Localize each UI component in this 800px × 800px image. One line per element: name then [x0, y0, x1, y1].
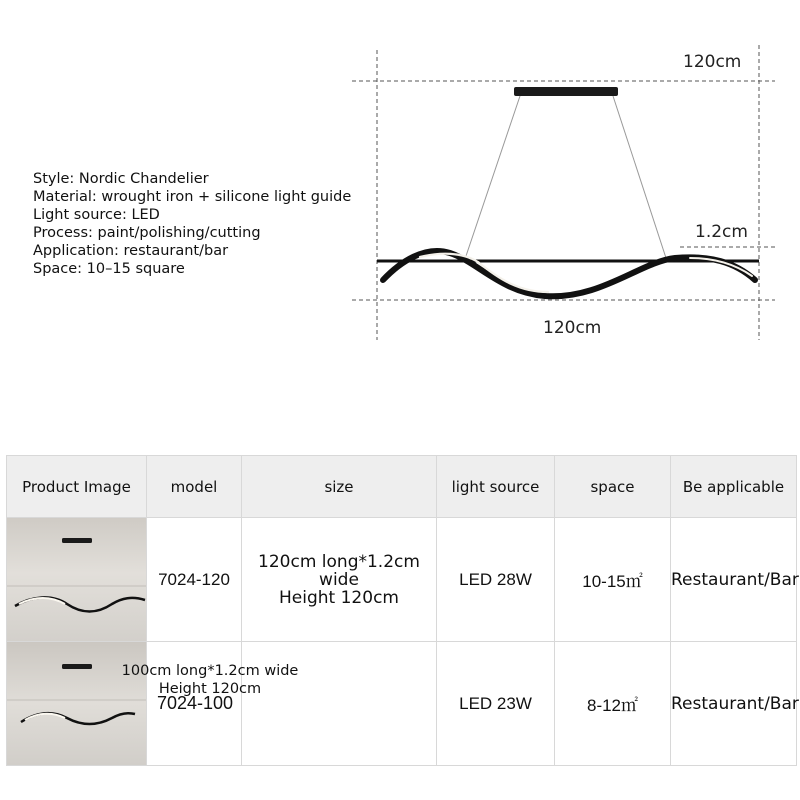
- applicable-value: Restaurant/Bar: [671, 642, 797, 766]
- header-applicable: Be applicable: [671, 456, 797, 518]
- spec-list: [33, 170, 351, 278]
- product-spec-table: [6, 455, 797, 766]
- model-value: 7024-120: [147, 518, 242, 642]
- applicable-value: Restaurant/Bar: [671, 518, 797, 642]
- size-line-1: 100cm long*1.2cm wide: [121, 663, 299, 679]
- suspension-wire-left: [466, 96, 520, 256]
- product-photo-120: [7, 518, 147, 641]
- product-photo-100: [7, 642, 147, 765]
- suspension-wire-right: [613, 96, 666, 258]
- model-value-row2: 7024-100: [156, 693, 234, 713]
- spec-material: Material: wrought iron + silicone light guide: [33, 189, 352, 205]
- table-header-row: [7, 456, 797, 518]
- space-value: 10-15㎡: [555, 518, 671, 642]
- spec-process: Process: paint/polishing/cutting: [33, 225, 261, 241]
- spec-style: Style: Nordic Chandelier: [33, 171, 209, 187]
- spec-light-source: Light source: LED: [33, 207, 160, 223]
- size-line-2: Height 120cm: [279, 587, 399, 608]
- table-row: [7, 642, 797, 766]
- size-cell-empty: [242, 642, 437, 766]
- length-dimension-label: 120cm: [543, 318, 602, 338]
- product-image-cell: [7, 518, 147, 642]
- table-row: [7, 518, 797, 642]
- header-model: model: [147, 456, 242, 518]
- light-source-value: LED 28W: [437, 518, 555, 642]
- header-light-source: light source: [437, 456, 555, 518]
- height-dimension-label: 120cm: [683, 52, 742, 72]
- space-value: 8-12㎡: [555, 642, 671, 766]
- spec-application: Application: restaurant/bar: [33, 243, 229, 259]
- header-space: space: [555, 456, 671, 518]
- size-line-1: 120cm long*1.2cm wide: [258, 551, 420, 590]
- ceiling-canopy: [514, 87, 618, 96]
- thickness-dimension-label: 1.2cm: [695, 222, 748, 242]
- spec-space: Space: 10–15 square: [33, 261, 185, 277]
- light-source-value: LED 23W: [437, 642, 555, 766]
- header-product-image: Product Image: [7, 456, 147, 518]
- size-value: [242, 518, 437, 642]
- header-size: size: [242, 456, 437, 518]
- size-line-2: Height 120cm: [158, 681, 262, 697]
- product-image-cell: [7, 642, 147, 766]
